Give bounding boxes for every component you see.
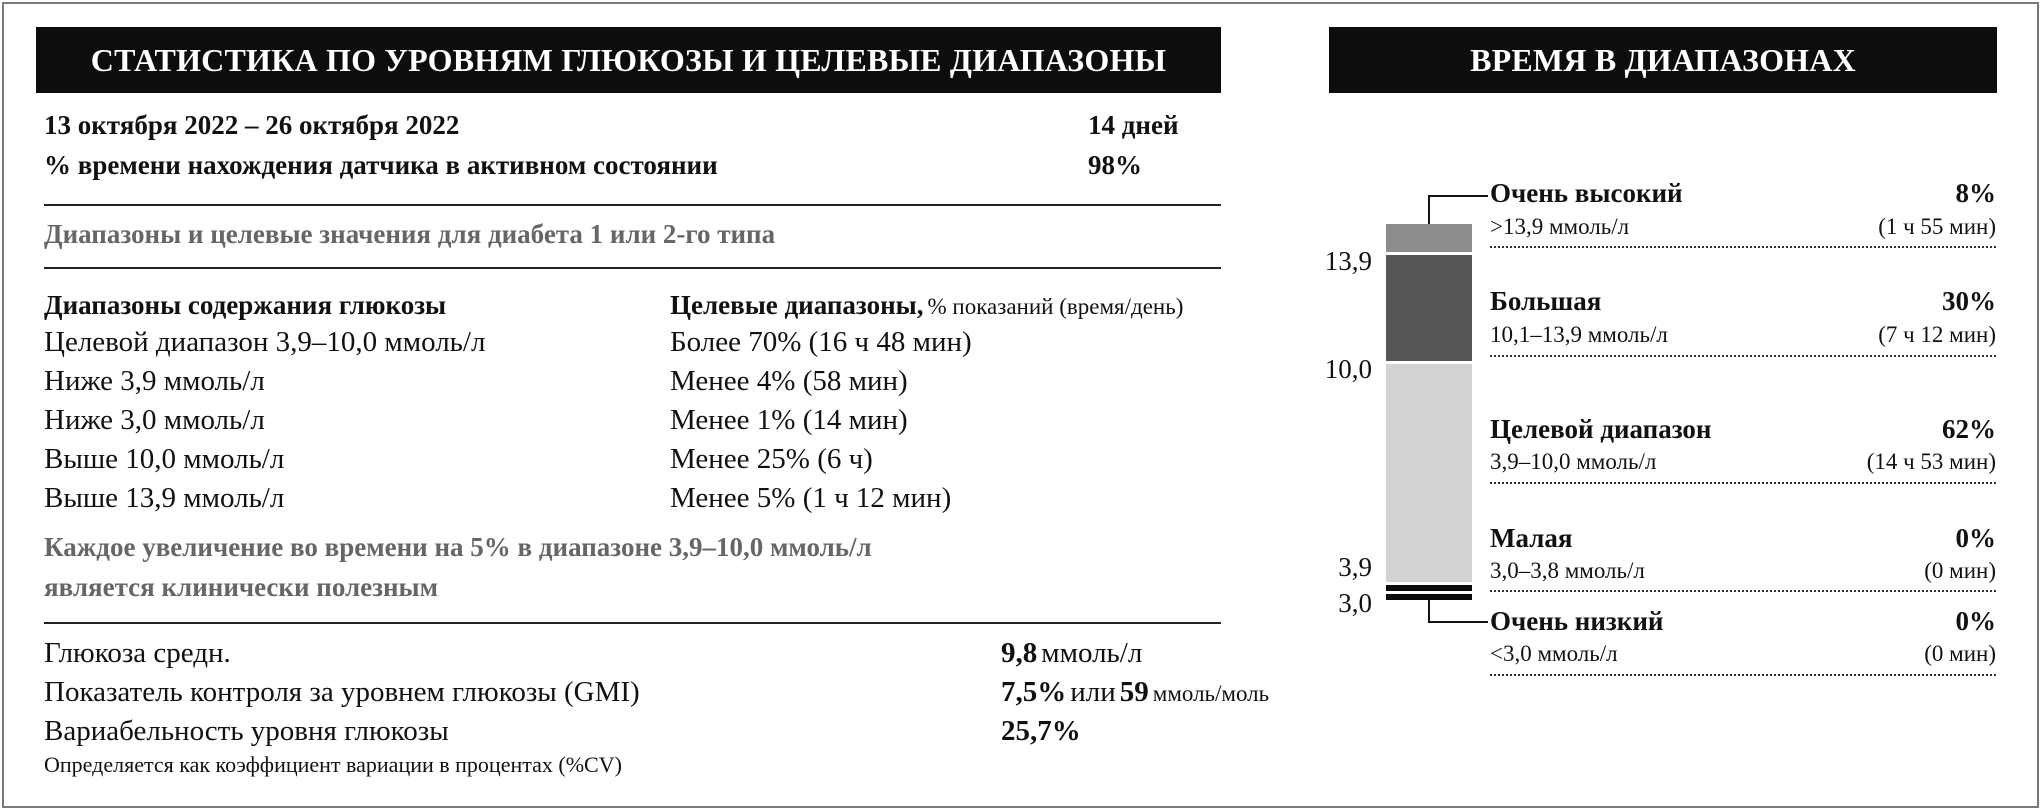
tir-item-percent: 30%: [1942, 286, 1996, 316]
gmi-or: или: [1070, 676, 1116, 708]
tir-item-time: (7 ч 12 мин): [1878, 322, 1996, 347]
axis-label-3-9: 3,9: [1338, 552, 1372, 582]
tir-item-time: (0 мин): [1924, 641, 1996, 666]
tir-item-name: Большая: [1490, 286, 1602, 316]
avg-glucose-label: Глюкоза средн.: [44, 637, 231, 669]
tir-item-range: 10,1–13,9 ммоль/л: [1490, 322, 1668, 347]
benefit-note-line2: является клинически полезным: [44, 572, 438, 602]
tir-item-percent: 0%: [1955, 606, 1996, 636]
dotted-separator: [1490, 482, 1996, 484]
tir-item-range: >13,9 ммоль/л: [1490, 214, 1630, 239]
range-row-target: Менее 1% (14 мин): [670, 404, 908, 436]
range-row-target: Менее 5% (1 ч 12 мин): [670, 482, 952, 514]
range-row-label: Ниже 3,0 ммоль/л: [44, 404, 265, 436]
gmi-unit: ммоль/моль: [1152, 681, 1270, 706]
axis-label-10-0: 10,0: [1324, 354, 1372, 384]
gmi-mmol: 59: [1119, 676, 1149, 708]
col-targets-header-bold: Целевые диапазоны,: [670, 290, 924, 320]
tir-item-name: Очень высокий: [1490, 178, 1683, 208]
col-ranges-header: Диапазоны содержания глюкозы: [44, 290, 447, 320]
cv-note: Определяется как коэффициент вариации в процентах (%CV): [44, 752, 622, 777]
tir-item-time: (1 ч 55 мин): [1878, 214, 1996, 239]
date-range: 13 октября 2022 – 26 октября 2022: [44, 110, 460, 140]
range-row-label: Ниже 3,9 ммоль/л: [44, 365, 265, 397]
tir-item-time: (14 ч 53 мин): [1866, 449, 1996, 474]
ranges-title: Диапазоны и целевые значения для диабета 1 или 2-го типа: [44, 219, 776, 249]
range-row-label: Выше 13,9 ммоль/л: [44, 482, 285, 514]
cv-value: 25,7%: [1001, 715, 1081, 747]
tir-item-name: Малая: [1490, 523, 1573, 553]
benefit-note-line1: Каждое увеличение во времени на 5% в диапазоне 3,9–10,0 ммоль/л: [44, 532, 872, 562]
tir-header: ВРЕМЯ В ДИАПАЗОНАХ: [1329, 27, 1997, 93]
connector-very-high: [1429, 196, 1488, 224]
range-row-label: Целевой диапазон 3,9–10,0 ммоль/л: [44, 326, 486, 358]
tir-item-percent: 62%: [1942, 414, 1996, 444]
sensor-active-value: 98%: [1088, 150, 1142, 180]
sensor-active-label: % времени нахождения датчика в активном состоянии: [44, 150, 718, 180]
axis-label-13-9: 13,9: [1324, 246, 1372, 276]
col-targets-header-small: % показаний (время/день): [927, 294, 1184, 319]
dotted-separator: [1490, 590, 1996, 592]
tir-item-name: Очень низкий: [1490, 606, 1664, 636]
tir-item-range: 3,0–3,8 ммоль/л: [1490, 558, 1645, 583]
axis-label-3-0: 3,0: [1338, 588, 1372, 618]
stats-header: СТАТИСТИКА ПО УРОВНЯМ ГЛЮКОЗЫ И ЦЕЛЕВЫЕ ДИАПАЗОНЫ: [36, 27, 1221, 93]
avg-glucose-number: 9,8: [1001, 637, 1038, 669]
connector-very-low: [1429, 600, 1488, 622]
tir-item-time: (0 мин): [1924, 558, 1996, 583]
dotted-separator: [1490, 246, 1996, 248]
cv-label: Вариабельность уровня глюкозы: [44, 715, 449, 747]
range-row-label: Выше 10,0 ммоль/л: [44, 443, 285, 475]
range-row-target: Более 70% (16 ч 48 мин): [670, 326, 972, 358]
range-row-target: Менее 4% (58 мин): [670, 365, 908, 397]
avg-glucose-unit: ммоль/л: [1041, 637, 1143, 669]
range-row-target: Менее 25% (6 ч): [670, 443, 873, 475]
tir-item-percent: 8%: [1955, 178, 1996, 208]
gmi-label: Показатель контроля за уровнем глюкозы (GMI): [44, 676, 640, 708]
days-count: 14 дней: [1088, 110, 1179, 140]
tir-item-range: <3,0 ммоль/л: [1490, 641, 1618, 666]
tir-item-percent: 0%: [1955, 523, 1996, 553]
gmi-percent: 7,5%: [1001, 676, 1067, 708]
tir-item-name: Целевой диапазон: [1490, 414, 1712, 444]
dotted-separator: [1490, 674, 1996, 676]
tir-item-range: 3,9–10,0 ммоль/л: [1490, 449, 1657, 474]
dotted-separator: [1490, 355, 1996, 357]
